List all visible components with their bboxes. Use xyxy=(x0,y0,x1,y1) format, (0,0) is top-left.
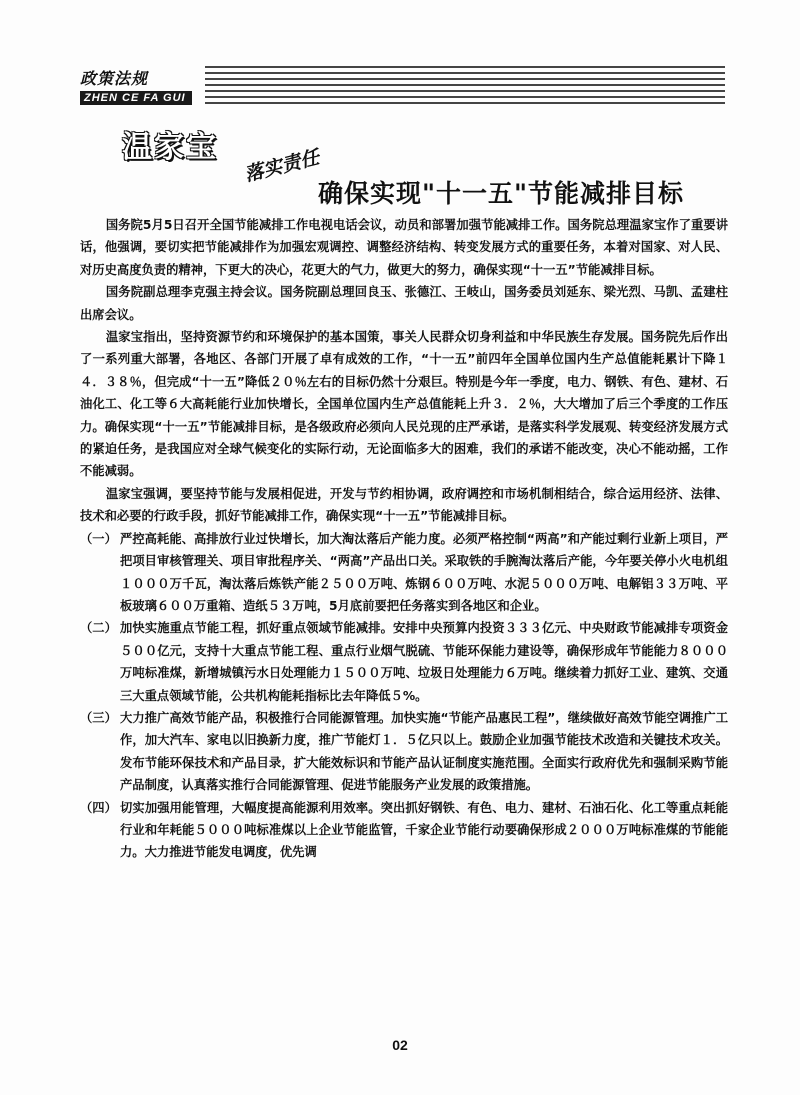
list-item-text: 大力推广高效节能产品，积极推行合同能源管理。加快实施“节能产品惠民工程”，继续做好高效节能空调推广工作，加大汽车、家电以旧换新力度，推广节能灯１．５亿只以上。鼓励企业加强节能技术改造和关键技术攻关。发布节能环保技术和产品目录，扩大能效标识和节能产品认证制度实施范围。全面实行政府优先和强制采购节能产品制度，认真落实推行合同能源管理、促进节能服务产业发展的政策措施。 xyxy=(120,710,728,793)
list-item-number: （一） xyxy=(80,531,117,546)
list-item-number: （三） xyxy=(80,710,117,725)
header-rule xyxy=(205,84,725,86)
header-rule xyxy=(205,102,725,104)
list-item xyxy=(80,617,728,707)
paragraph: 温家宝强调，要坚持节能与发展相促进，开发与节约相协调，政府调控和市场机制相结合，综合运用经济、法律、技术和必要的行政手段，抓好节能减排工作，确保实现“十一五”节能减排目标。 xyxy=(80,486,728,524)
section-title-en: ZHEN CE FA GUI xyxy=(80,91,192,105)
list-item-text: 严控高耗能、高排放行业过快增长，加大淘汰落后产能力度。必须严格控制“两高”和产能过剩行业新上项目，严把项目审核管理关、项目审批程序关、“两高”产品出口关。采取铁的手腕淘汰落后产能，今年要关停小火电机组１０００万千瓦，淘汰落后炼铁产能２５００万吨、炼钢６００万吨、水泥５０００万吨、电解铝３３万吨、平板玻璃６００万重箱、造纸５３万吨，5月底前要把任务落实到各地区和企业。 xyxy=(120,531,728,613)
article-body xyxy=(80,214,728,864)
paragraph: 温家宝指出，坚持资源节约和环境保护的基本国策，事关人民群众切身利益和中华民族生存发展。国务院先后作出了一系列重大部署，各地区、各部门开展了卓有成效的工作，“十一五”前四年全国单位国内生产总值能耗累计下降１４．３８％，但完成“十一五”降低２０％左右的目标仍然十分艰巨。特别是今年一季度，电力、钢铁、有色、建材、石油化工、化工等６大高耗能行业加快增长，全国单位国内生产总值能耗上升３．２％，大大增加了后三个季度的工作压力。确保实现“十一五”节能减排目标，是各级政府必须向人民兑现的庄严承诺，是落实科学发展观、转变经济发展方式的紧迫任务，是我国应对全球气候变化的实际行动，无论面临多大的困难，我们的承诺不能改变，决心不能动摇，工作不能减弱。 xyxy=(80,330,728,479)
header-rule xyxy=(205,78,725,80)
list-item-number: （二） xyxy=(80,621,117,636)
header-rule xyxy=(205,96,725,98)
paragraph: 国务院5月5日召开全国节能减排工作电视电话会议，动员和部署加强节能减排工作。国务院总理温家宝作了重要讲话，他强调，要切实把节能减排作为加强宏观调控、调整经济结构、转变发展方式的重要任务，本着对国家、对人民、对历史高度负责的精神，下更大的决心，花更大的气力，做更大的努力，确保实现“十一五”节能减排目标。 xyxy=(80,218,728,277)
header-decorative-lines xyxy=(205,66,725,106)
article-author: 温家宝 xyxy=(122,130,218,165)
article-title: 确保实现"十一五"节能减排目标 xyxy=(318,179,685,208)
section-title-cn: 政策法规 xyxy=(80,69,149,88)
list-item xyxy=(80,797,728,864)
article-subtitle: 落实责任 xyxy=(242,146,322,187)
list-item-number: （四） xyxy=(80,800,117,815)
header-rule xyxy=(205,90,725,92)
paragraph: 国务院副总理李克强主持会议。国务院副总理回良玉、张德江、王岐山，国务委员刘延东、梁光烈、马凯、孟建柱出席会议。 xyxy=(80,285,728,322)
list-item xyxy=(80,707,728,797)
list-item-text: 加快实施重点节能工程，抓好重点领域节能减排。安排中央预算内投资３３３亿元、中央财政节能减排专项资金５００亿元，支持十大重点节能工程、重点行业烟气脱硫、节能环保能力建设等，确保形成年节能能力８０００万吨标准煤，新增城镇污水日处理能力１５００万吨、垃圾日处理能力６万吨。继续着力抓好工业、建筑、交通三大重点领域节能，公共机构能耗指标比去年降低５%。 xyxy=(120,621,728,703)
page-number: 02 xyxy=(392,1037,408,1053)
header-rule xyxy=(205,66,725,68)
header-rule xyxy=(205,72,725,74)
list-item-text: 切实加强用能管理，大幅度提高能源利用效率。突出抓好钢铁、有色、电力、建材、石油石化、化工等重点耗能行业和年耗能５０００吨标准煤以上企业节能监管，千家企业节能行动要确保形成２０００万吨标准煤的节能能力。大力推进节能发电调度，优先调 xyxy=(120,800,728,860)
list-item xyxy=(80,528,728,618)
